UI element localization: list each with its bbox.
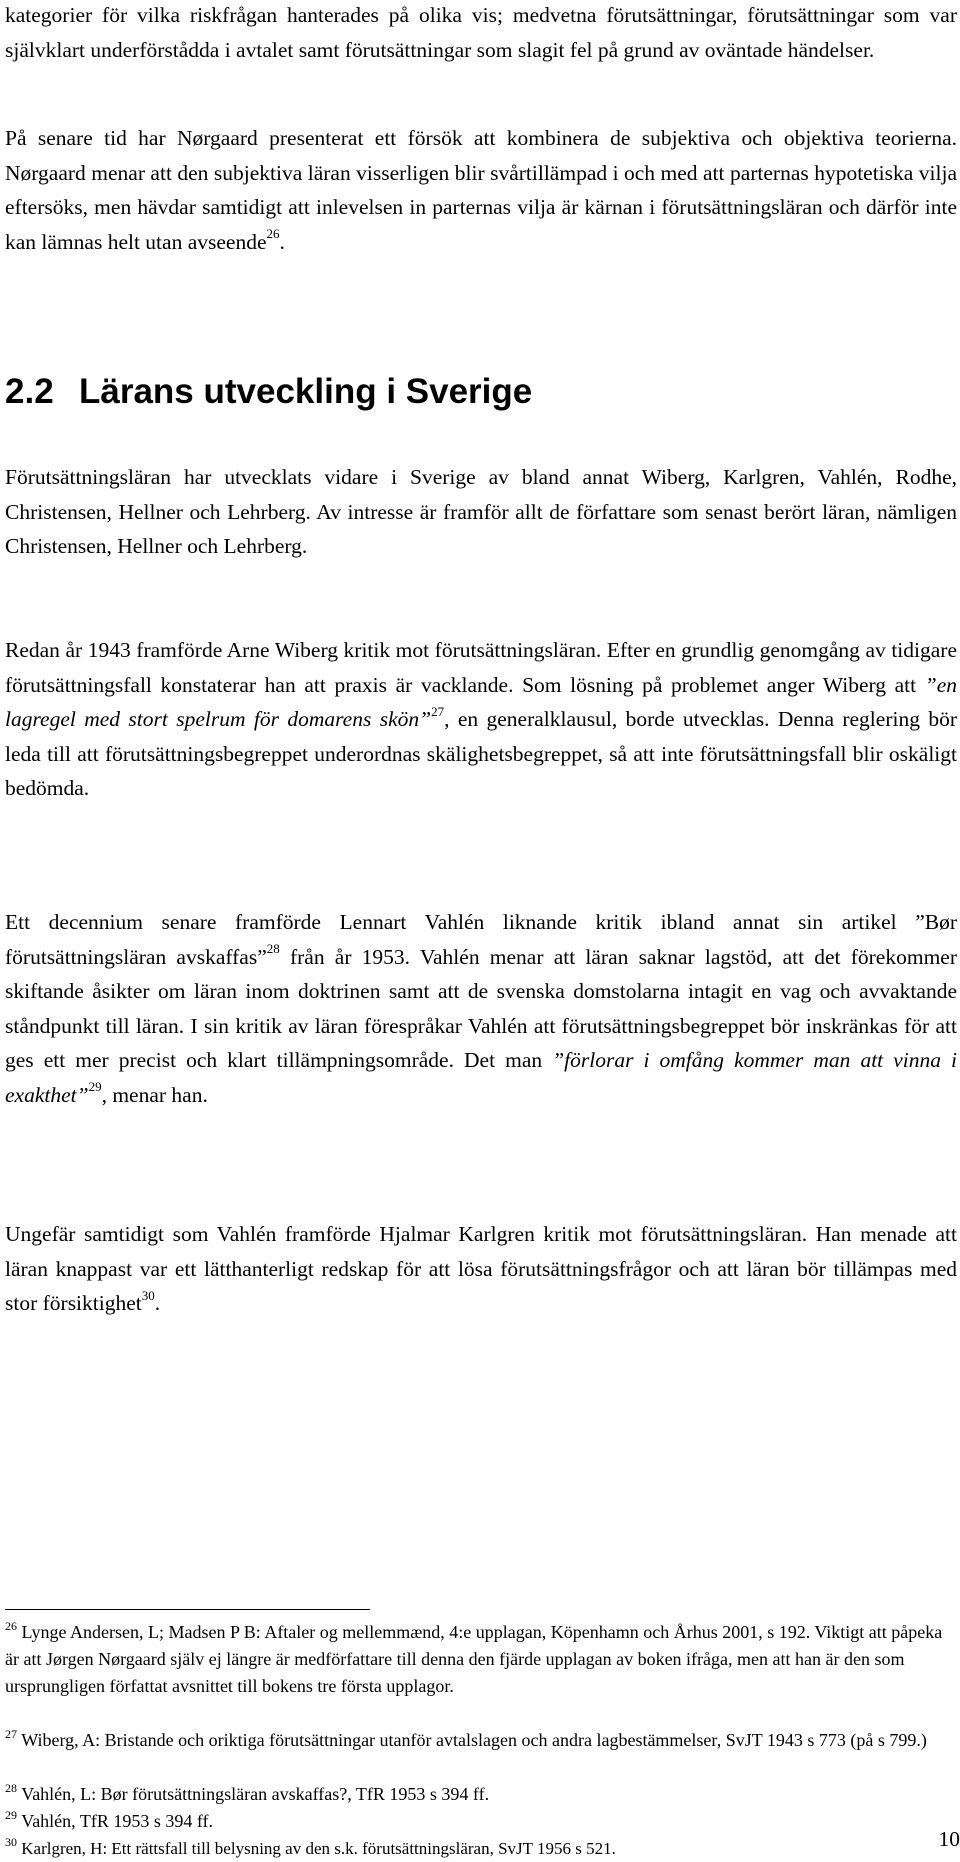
page-number: 10 (938, 1827, 960, 1851)
paragraph-text: . (154, 1291, 161, 1315)
quote-vahlen: ”förlorar i omfång kommer man att vinna i exakthet” (5, 1048, 957, 1107)
footnote-29 (5, 1808, 605, 1835)
section-title: Lärans utveckling i Sverige (79, 372, 533, 411)
paragraph-vahlen (5, 905, 957, 1112)
footnote-number: 30 (5, 1835, 17, 1850)
footnote-text: Karlgren, H: Ett rättsfall till belysning av den s.k. förutsättningsläran, SvJT 1956 s 521. (21, 1839, 616, 1858)
footnote-text: Vahlén, L: Bør förutsättningsläran avskaffas?, TfR 1953 s 394 ff. (21, 1784, 490, 1804)
footnote-28 (5, 1781, 957, 1808)
paragraph-text: . (279, 229, 285, 254)
footnote-27 (5, 1727, 957, 1754)
paragraph-norgaard (5, 121, 957, 259)
footnote-ref-28[interactable]: 28 (266, 941, 280, 957)
footnote-26 (5, 1619, 957, 1700)
footnote-ref-30[interactable]: 30 (141, 1287, 155, 1303)
paragraph-text: På senare tid har Nørgaard presenterat ett försök att kombinera de subjektiva och objektiva teorierna. Nørgaard menar att den subjektiva läran visserligen blir svårtillämpad i och med att parternas hypotetiska vilja eftersöks, men hävdar samtidigt att inlevelsen in parternas vilja är kärnan i förutsättningsläran och därför inte kan lämnas helt utan avseende (5, 126, 957, 254)
paragraph-text: , menar han. (101, 1082, 208, 1107)
paragraph-text: från år 1953. Vahlén menar att läran saknar lagstöd, att det förekommer skiftande åsikter om läran inom doktrinen samt att de svenska domstolarna intagit en vag och avvaktande ståndpunkt till läran. I sin kritik av läran förespråkar Vahlén att förutsättningsbegreppet bör inskränkas för att ges ett mer precist och klart tillämpningsområde. Det man (5, 944, 957, 1072)
paragraph-text: Ett decennium senare framförde Lennart Vahlén liknande kritik ibland annat sin artikel ”Bør förutsättningsläran avskaffas” (5, 910, 957, 969)
paragraph-text: , en generalklausul, borde utvecklas. Denna reglering bör leda till att förutsättningsbegreppet underordnas skälighetsbegreppet, så att inte förutsättningsfall blir oskäligt bedömda. (5, 707, 957, 800)
footnote-ref-27[interactable]: 27 (431, 703, 445, 719)
footnote-text: Wiberg, A: Bristande och oriktiga förutsättningar utanför avtalslagen och andra lagbestämmelser, SvJT 1943 s 773 (på s 799.) (21, 1730, 927, 1750)
section-heading (5, 370, 532, 414)
paragraph-karlgren (5, 1217, 957, 1321)
paragraph-continuation (5, 0, 957, 67)
footnote-divider (5, 1609, 370, 1610)
footnote-text: Vahlén, TfR 1953 s 394 ff. (21, 1811, 214, 1831)
footnote-text: Lynge Andersen, L; Madsen P B: Aftaler og mellemmænd, 4:e upplagan, Köpenhamn och Århus 2001, s 192. Viktigt att påpeka är att Jørgen Nørgaard själv ej längre är medförfattare till denna den fjärde upplagan av boken ifråga, men att han är den som ursprungligen författat avsnittet till bokens tre första upplagor. (5, 1622, 943, 1696)
footnote-number: 27 (5, 1727, 17, 1741)
paragraph-text: Ungefär samtidigt som Vahlén framförde Hjalmar Karlgren kritik mot förutsättningsläran. Han menade att läran knappast var ett lätthanterligt redskap för att lösa förutsättningsfrågor och att läran bör tillämpas med stor försiktighet (5, 1222, 957, 1315)
footnote-ref-26[interactable]: 26 (266, 226, 280, 242)
paragraph-text: kategorier för vilka riskfrågan hanterades på olika vis; medvetna förutsättningar, förutsättningar som var självklart underförstådda i avtalet samt förutsättningar som slagit fel på grund av oväntade händelser. (5, 3, 957, 62)
paragraph-text: Förutsättningsläran har utvecklats vidare i Sverige av bland annat Wiberg, Karlgren, Vahlén, Rodhe, Christensen, Hellner och Lehrberg. Av intresse är framför allt de författare som senast berört läran, nämligen Christensen, Hellner och Lehrberg. (5, 465, 957, 558)
footnote-number: 29 (5, 1808, 17, 1822)
footnote-number: 26 (5, 1619, 17, 1633)
section-number: 2.2 (5, 372, 54, 411)
paragraph-wiberg (5, 633, 957, 806)
footnote-ref-29[interactable]: 29 (88, 1079, 102, 1095)
paragraph-1 (5, 460, 957, 564)
paragraph-text: Redan år 1943 framförde Arne Wiberg kritik mot förutsättningsläran. Efter en grundlig genomgång av tidigare förutsättningsfall konstaterar han att praxis är vacklande. Som lösning på problemet anger Wiberg att (5, 638, 957, 697)
footnote-number: 28 (5, 1781, 17, 1795)
quote-wiberg: ”en lagregel med stort spelrum för domarens skön” (5, 672, 957, 731)
